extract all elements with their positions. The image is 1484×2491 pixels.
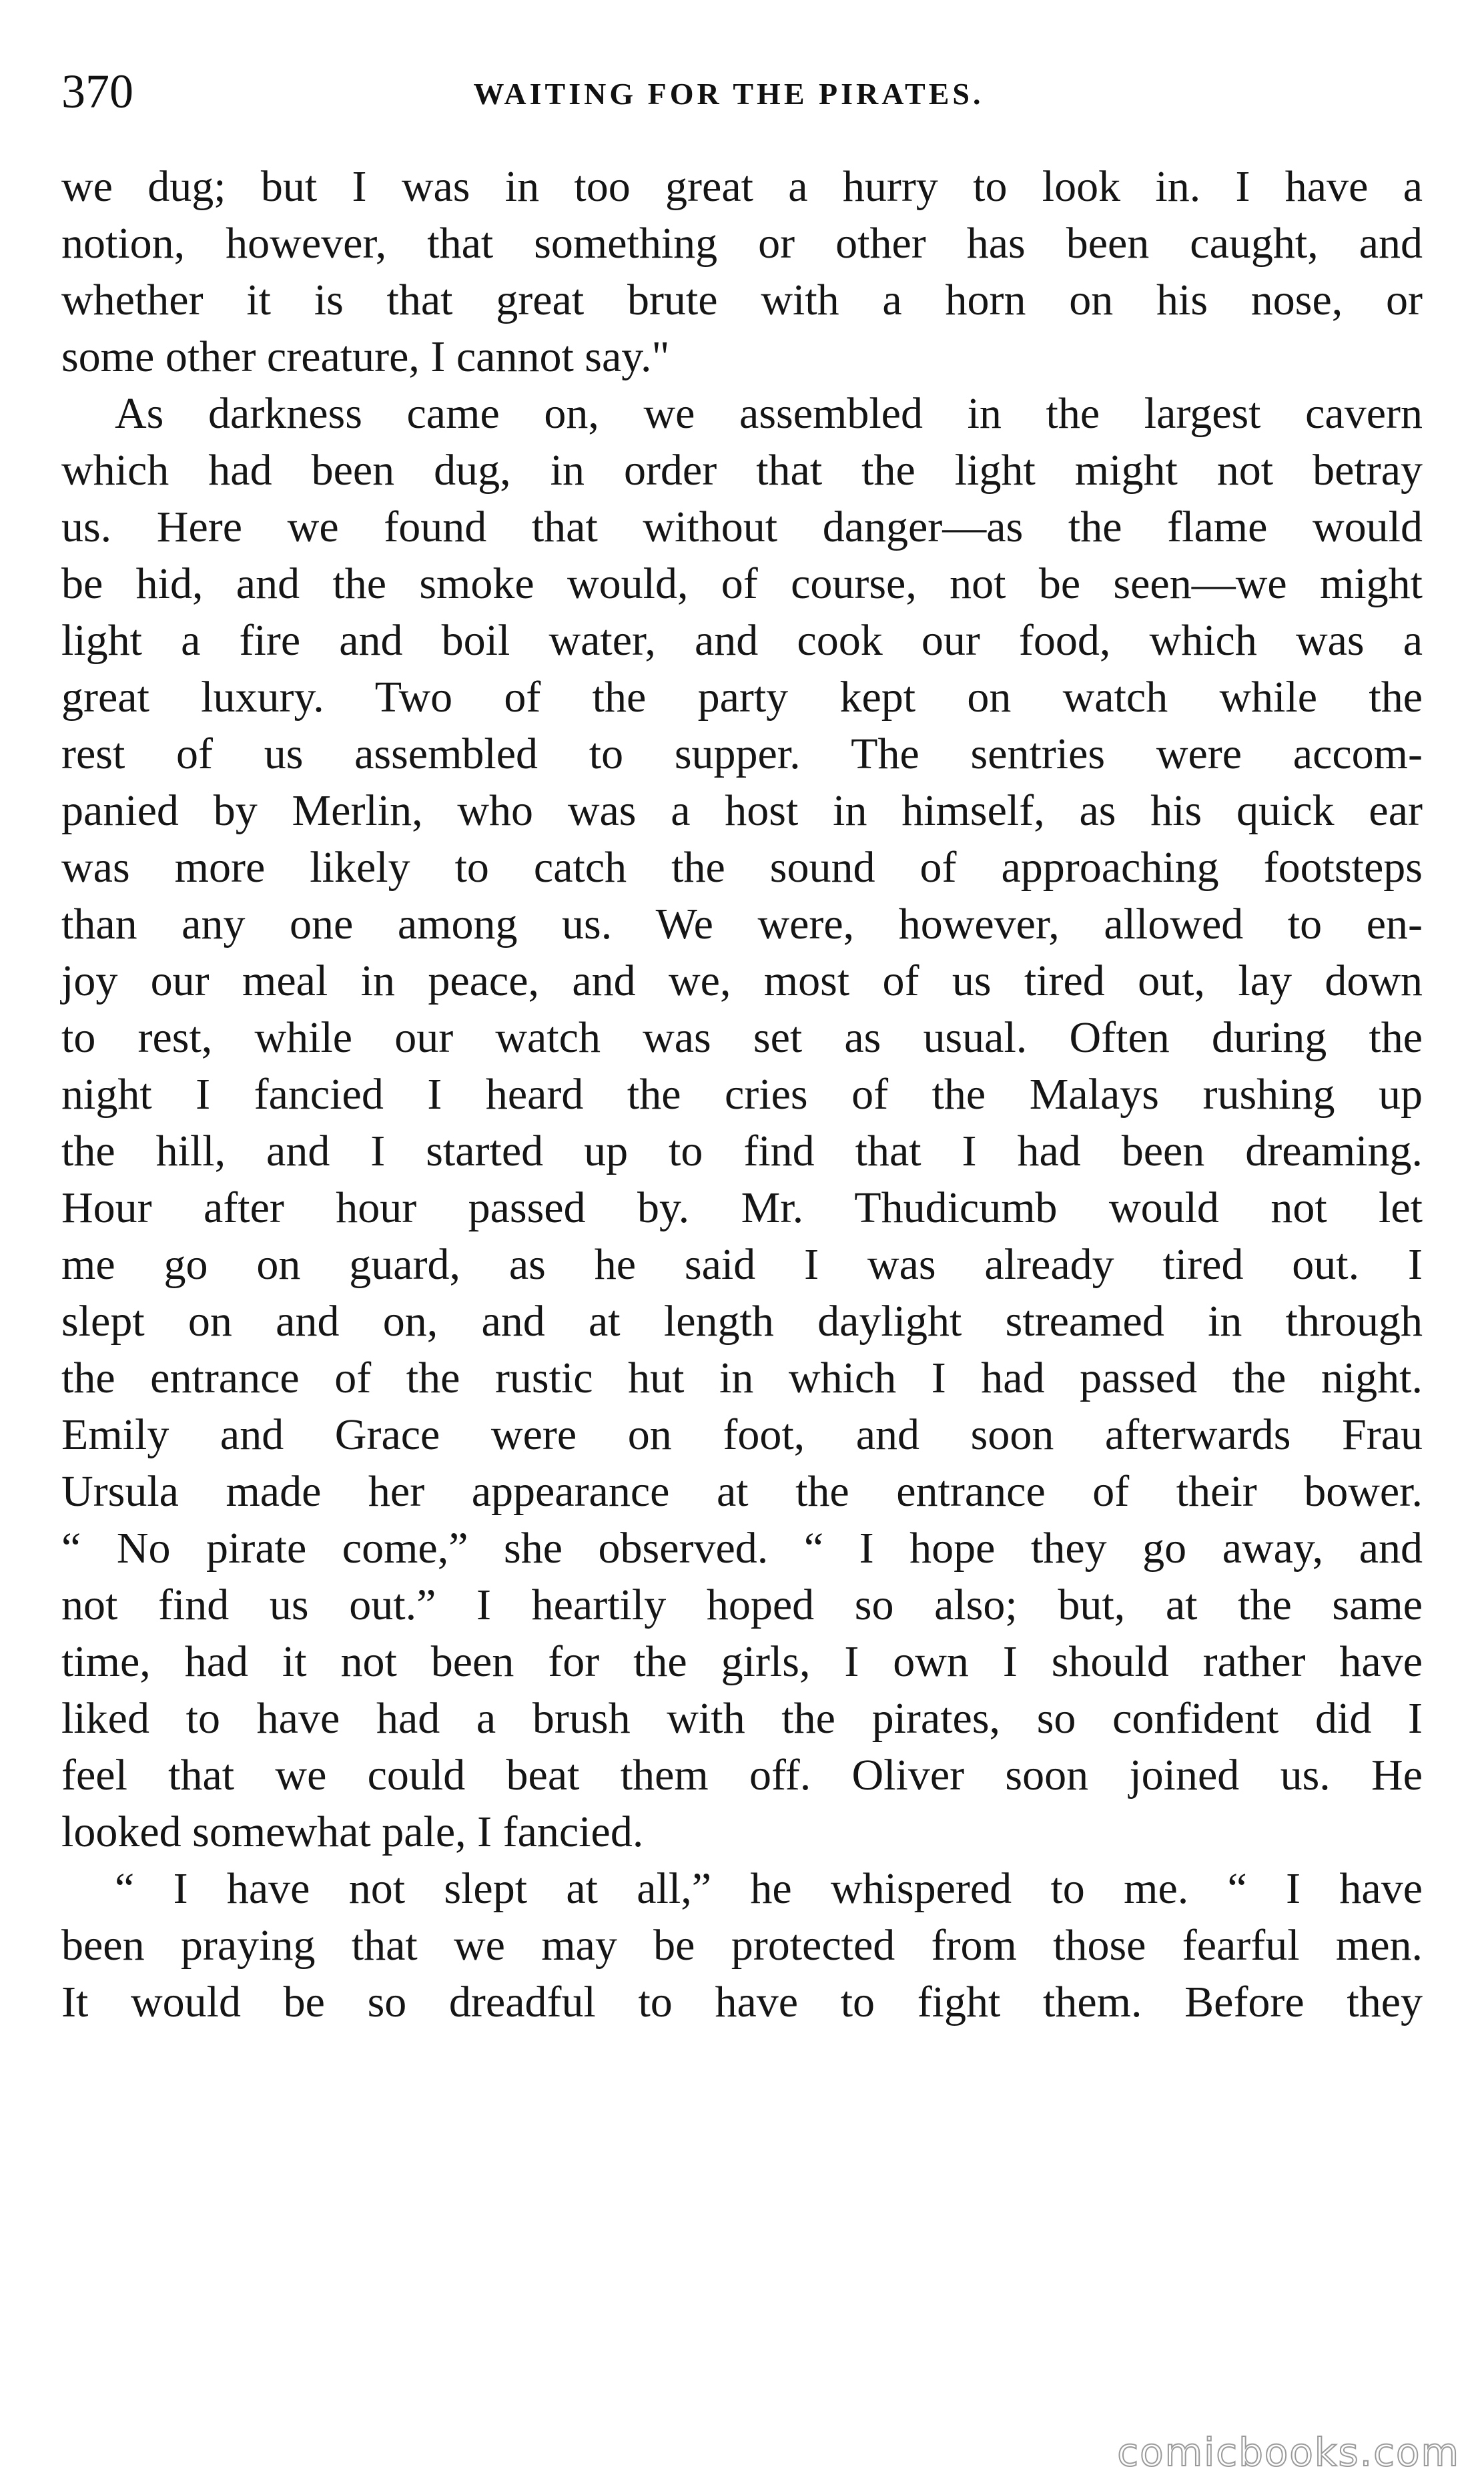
text-line: some other creature, I cannot say.": [61, 332, 670, 381]
text-line: me go on guard, as he said I was already tired out. I: [61, 1240, 1423, 1289]
text-line: Emily and Grace were on foot, and soon afterwards Frau: [61, 1410, 1423, 1459]
page-number: 370: [61, 65, 133, 118]
text-line: Hour after hour passed by. Mr. Thudicumb would not let: [61, 1183, 1423, 1232]
text-line: liked to have had a brush with the pirates, so confident did I: [61, 1694, 1423, 1743]
text-line: great luxury. Two of the party kept on watch while the: [61, 673, 1423, 722]
text-line: notion, however, that something or other has been caught, and: [61, 219, 1423, 268]
text-line: whether it is that great brute with a horn on his nose, or: [61, 276, 1423, 324]
text-line: been praying that we may be protected from those fearful men.: [61, 1921, 1423, 1970]
running-head: WAITING FOR THE PIRATES.: [473, 77, 984, 111]
text-line: “ No pirate come,” she observed. “ I hope they go away, and: [61, 1524, 1423, 1573]
text-line: the entrance of the rustic hut in which I had passed the night.: [61, 1354, 1423, 1402]
text-line: us. Here we found that without danger—as the flame would: [61, 503, 1423, 551]
text-line: was more likely to catch the sound of approaching footsteps: [61, 843, 1423, 892]
text-line: the hill, and I started up to find that I had been dreaming.: [61, 1127, 1423, 1175]
text-line: slept on and on, and at length daylight streamed in through: [61, 1297, 1423, 1346]
text-line: to rest, while our watch was set as usual. Often during the: [61, 1013, 1423, 1062]
text-line: joy our meal in peace, and we, most of us tired out, lay down: [61, 956, 1423, 1005]
text-line: “ I have not slept at all,” he whispered to me. “ I have: [115, 1864, 1423, 1913]
text-line: looked somewhat pale, I fancied.: [61, 1808, 644, 1856]
text-line: than any one among us. We were, however, allowed to en-: [61, 900, 1423, 948]
page-header: [61, 55, 1396, 128]
text-line: we dug; but I was in too great a hurry to look in. I have a: [61, 162, 1423, 211]
text-line: As darkness came on, we assembled in the largest cavern: [115, 389, 1423, 438]
text-line: It would be so dreadful to have to fight them. Before they: [61, 1978, 1423, 2026]
text-line: not find us out.” I heartily hoped so also; but, at the same: [61, 1581, 1423, 1629]
text-line: time, had it not been for the girls, I own I should rather have: [61, 1637, 1423, 1686]
text-line: panied by Merlin, who was a host in himself, as his quick ear: [61, 786, 1423, 835]
text-line: be hid, and the smoke would, of course, not be seen—we might: [61, 559, 1423, 608]
text-line: light a fire and boil water, and cook our food, which was a: [61, 616, 1423, 665]
text-line: feel that we could beat them off. Oliver soon joined us. He: [61, 1751, 1423, 1800]
text-line: night I fancied I heard the cries of the Malays rushing up: [61, 1070, 1423, 1119]
text-line: Ursula made her appearance at the entrance of their bower.: [61, 1467, 1423, 1516]
watermark: comicbooks.com: [1117, 2430, 1460, 2475]
text-line: rest of us assembled to supper. The sentries were accom-: [61, 730, 1423, 778]
text-line: which had been dug, in order that the light might not betray: [61, 446, 1423, 495]
